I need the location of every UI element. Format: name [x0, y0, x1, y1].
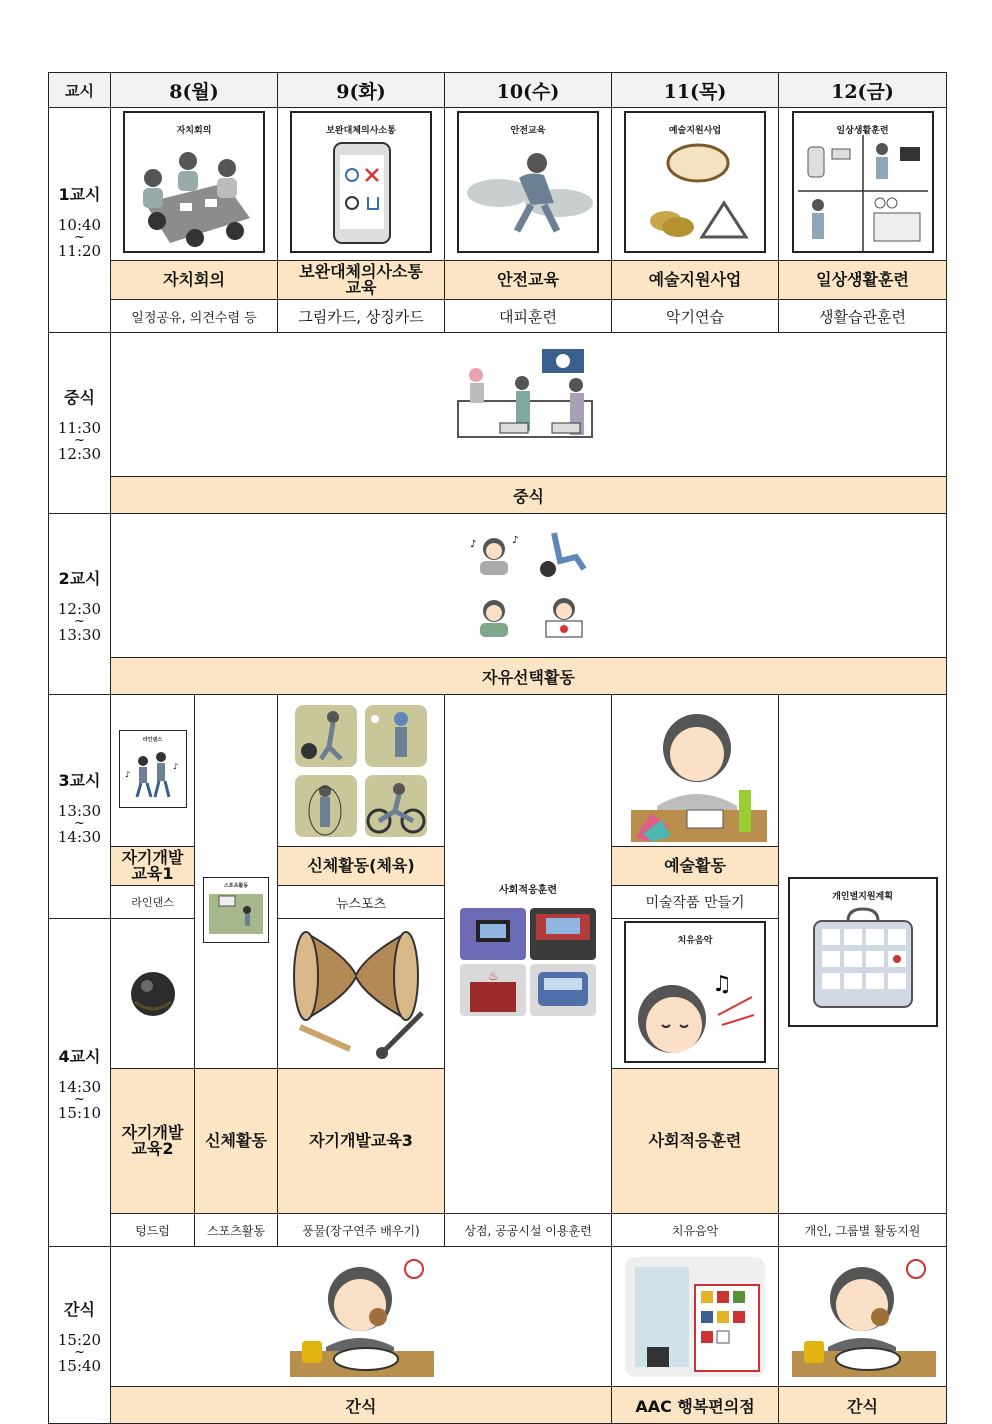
fri-p1-label: 일상생활훈련 [779, 261, 947, 300]
plan-board-icon [790, 907, 936, 1023]
tue-p1-label: 보완대체의사소통 교육 [278, 261, 445, 300]
card-title: 안전교육 [510, 126, 546, 136]
thu-p3-sub: 미술작품 만들기 [612, 886, 779, 919]
period-tilde: ~ [74, 816, 85, 831]
instruments-icon [626, 133, 764, 253]
thu-p1-image [612, 108, 779, 261]
tue-p3-label: 신체활동(체육) [278, 847, 445, 886]
period-tilde: ~ [74, 432, 85, 448]
svg-text:♪: ♪ [124, 769, 130, 779]
fri-p34-image [779, 695, 947, 1214]
svg-text:♪: ♪ [511, 534, 518, 546]
card-title: 라인댄스 [142, 736, 163, 743]
tue-p4-image [278, 919, 445, 1069]
period-tilde: ~ [74, 229, 85, 245]
tue-p1-sub: 그림카드, 상징카드 [278, 300, 445, 333]
tue-p1-image [278, 108, 445, 261]
tue-p3-image [278, 695, 445, 847]
snack-icon [286, 1255, 436, 1379]
support-plan-card [788, 877, 938, 1027]
period-cell-1 [49, 108, 111, 333]
svg-text:♨: ♨ [488, 968, 499, 983]
period-end: 12:30 [57, 444, 102, 463]
snack-label-a: 간식 [111, 1387, 612, 1424]
mon-p3-sub: 라인댄스 [111, 886, 195, 919]
day-header-thu: 11(목) [612, 73, 779, 108]
thu-p4-image [612, 919, 779, 1069]
snack-image-b [612, 1247, 779, 1387]
daily-life-card [792, 111, 934, 253]
healing-music-card [624, 921, 766, 1063]
day-header-wed: 10(수) [445, 73, 612, 108]
svg-text:♪: ♪ [172, 761, 178, 771]
wed-p1-label: 안전교육 [445, 261, 612, 300]
fri-p1-image [779, 108, 947, 261]
period-end: 15:10 [57, 1104, 102, 1122]
sports-grid-icon [291, 701, 431, 841]
art-activity-icon [623, 698, 767, 844]
snack-image-c [779, 1247, 947, 1387]
thu-p3-image [612, 695, 779, 847]
dance-icon [121, 743, 185, 803]
period-name: 1교시 [58, 184, 101, 204]
tue-p4-label: 자기개발교육3 [278, 1069, 445, 1214]
weekly-schedule-table [48, 72, 947, 1424]
healing-music-icon [626, 945, 764, 1063]
social-training-image [454, 881, 602, 1031]
card-title: 예술지원사업 [668, 126, 722, 136]
art-support-card [624, 111, 766, 253]
mon2-p4-label: 신체활동 [195, 1069, 278, 1214]
thu-p3-label: 예술활동 [612, 847, 779, 886]
mon2-p4-sub: 스포츠활동 [195, 1214, 278, 1247]
wed-p1-sub: 대피훈련 [445, 300, 612, 333]
lunch-label: 중식 [111, 477, 947, 514]
convenience-store-icon [623, 1255, 767, 1379]
wed-p1-image [445, 108, 612, 261]
period-end: 14:30 [57, 828, 102, 846]
fri-p4-sub: 개인, 그룹별 활동지원 [779, 1214, 947, 1247]
public-places-icon [456, 906, 600, 1018]
thu-p1-label: 예술지원사업 [612, 261, 779, 300]
card-title: 스포츠활동 [223, 882, 249, 889]
meeting-icon [125, 133, 263, 253]
period-name: 3교시 [58, 771, 101, 790]
wed-p4-label: 사회적응훈련 [612, 1069, 779, 1214]
tue-p4-sub: 풍물(장구연주 배우기) [278, 1214, 445, 1247]
free-activities-icon [464, 529, 594, 643]
period-start: 15:20 [57, 1330, 102, 1349]
free-activity-image [111, 514, 947, 658]
card-title: 자치회의 [176, 126, 212, 136]
mon-p4-image [111, 919, 195, 1069]
wed-p34-image [445, 695, 612, 1214]
card-title: 사회적응훈련 [499, 884, 557, 896]
thu-p4-sub: 치유음악 [612, 1214, 779, 1247]
mon-p1-image [111, 108, 278, 261]
period-start: 14:30 [57, 1078, 102, 1096]
day-header-tue: 9(화) [278, 73, 445, 108]
free-activity-label: 자유선택활동 [111, 658, 947, 695]
mon-p4-sub: 텅드럼 [111, 1214, 195, 1247]
mon-p1-sub: 일정공유, 의견수렴 등 [111, 300, 278, 333]
svg-text:♫: ♫ [712, 971, 732, 997]
snack-icon [788, 1255, 938, 1379]
svg-text:♪: ♪ [469, 538, 476, 550]
cafeteria-icon [454, 347, 604, 463]
tongue-drum-icon [123, 964, 183, 1024]
period-tilde: ~ [74, 1344, 85, 1360]
header-row [49, 73, 947, 108]
day-header-fri: 12(금) [779, 73, 947, 108]
period-start: 10:40 [57, 215, 102, 234]
evacuation-icon [459, 133, 597, 253]
aac-card [290, 111, 432, 253]
lunch-image [111, 333, 947, 477]
period-header: 교시 [49, 73, 111, 108]
meeting-card [123, 111, 265, 253]
period-tilde: ~ [74, 1092, 85, 1107]
phone-icon [292, 133, 430, 253]
period-cell-lunch [49, 333, 111, 514]
thu-p1-sub: 악기연습 [612, 300, 779, 333]
period-name: 2교시 [58, 568, 101, 588]
snack-label-c: 간식 [779, 1387, 947, 1424]
sports-card [203, 877, 269, 943]
mon-p1-label: 자치회의 [111, 261, 278, 300]
period-end: 11:20 [57, 241, 102, 260]
period-cell-2 [49, 514, 111, 695]
period-tilde: ~ [74, 613, 85, 629]
period-cell-4 [49, 919, 111, 1247]
janggu-icon [286, 927, 436, 1061]
period-end: 13:30 [57, 625, 102, 644]
snack-label-b: AAC 행복편의점 [612, 1387, 779, 1424]
card-title: 일상생활훈련 [836, 126, 889, 136]
period-name: 간식 [64, 1299, 95, 1319]
mon-p3-label: 자기개발 교육1 [111, 847, 195, 886]
period-name: 4교시 [58, 1047, 101, 1066]
daily-life-icon [794, 133, 932, 253]
period-start: 13:30 [57, 802, 102, 820]
tue-p3-sub: 뉴스포츠 [278, 886, 445, 919]
period-end: 15:40 [57, 1356, 102, 1375]
mon-p4-label: 자기개발 교육2 [111, 1069, 195, 1214]
safety-card [457, 111, 599, 253]
mon-p3-image [111, 695, 195, 847]
wed-p4-sub: 상점, 공공시설 이용훈련 [445, 1214, 612, 1247]
period-cell-snack [49, 1247, 111, 1424]
period-start: 12:30 [57, 599, 102, 618]
period-cell-3 [49, 695, 111, 919]
card-title: 보완대체의사소통 [326, 126, 396, 136]
fri-p1-sub: 생활습관훈련 [779, 300, 947, 333]
period-name: 중식 [64, 387, 95, 407]
snack-image-a [111, 1247, 612, 1387]
mon2-p34-image [195, 695, 278, 1069]
line-dance-card [119, 730, 187, 808]
period-start: 11:30 [57, 418, 102, 437]
card-title: 치유음악 [677, 935, 713, 946]
card-title: 개인별지원계획 [832, 892, 893, 902]
day-header-mon: 8(월) [111, 73, 278, 108]
sports-field-icon [205, 888, 267, 940]
